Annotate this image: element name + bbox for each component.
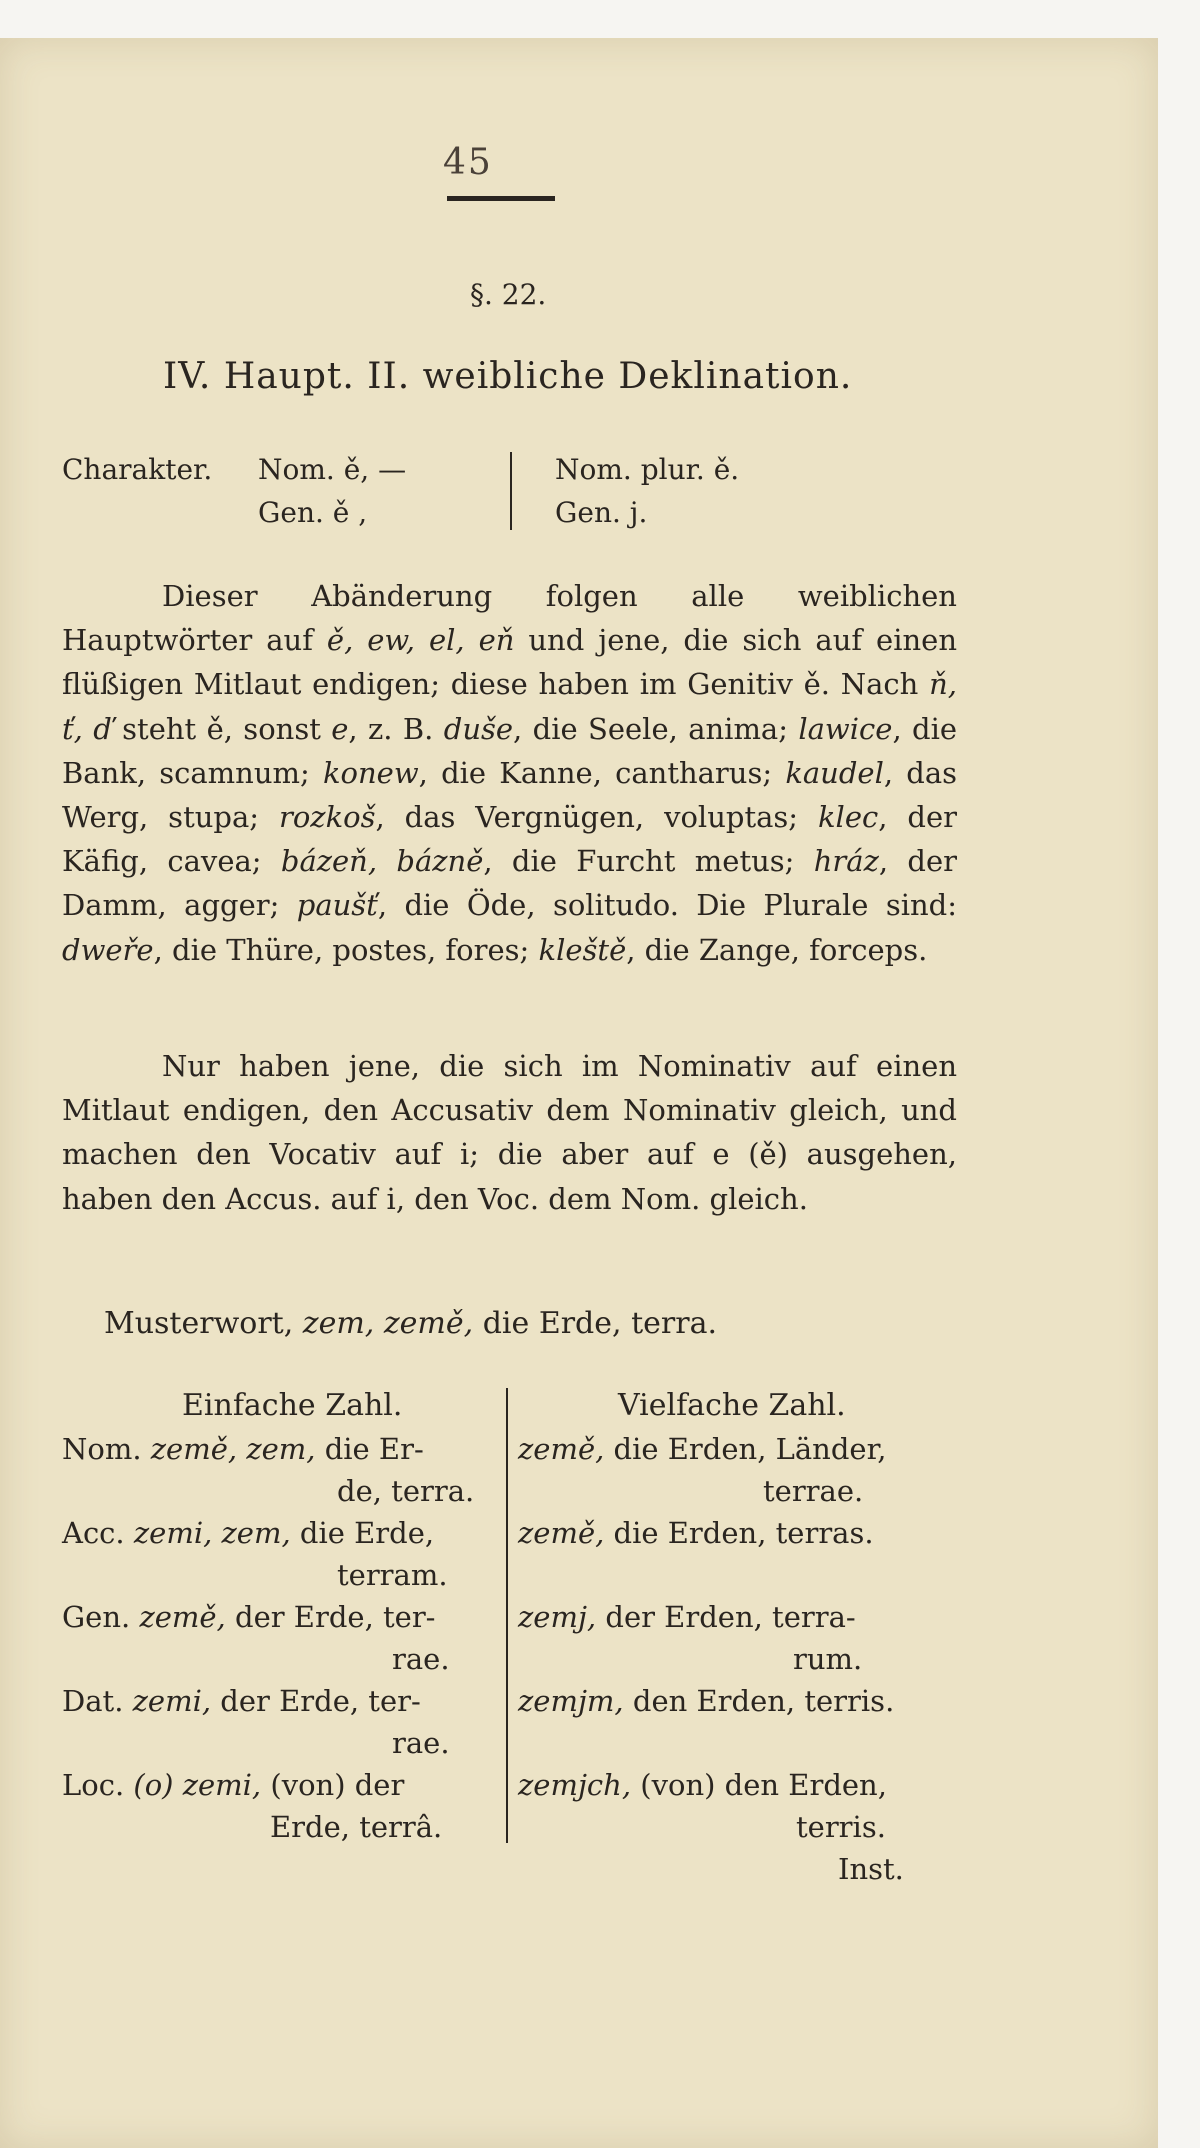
- page-number: 45: [443, 142, 493, 183]
- table-row-gen-plural: zemj, der Erden, terra- rum.: [518, 1600, 863, 1676]
- table-row-acc-plural: země, die Erden, terras.: [518, 1516, 874, 1550]
- paragraph-endings: Dieser Abänderung folgen alle weiblichen Hauptwörter auf ě, ew, el, eň und jene, die sich auf einen flüßigen Mitlaut endigen; diese haben im Genitiv ě. Nach ň, ť, ď steht ě, sonst e, z. B. duše, die Seele, anima; lawice, die Bank, scamnum; konew, die Kanne, cantharus; kaudel, das Werg, stupa; rozkoš, das Vergnügen, voluptas; klec, der Käfig, cavea; bázeň, bázně, die Furcht metus; hráz, der Damm, agger; paušť, die Öde, solitudo. Die Plurale sind: dweře, die Thüre, postes, fores; kleště, die Zange, forceps.: [62, 579, 958, 967]
- table-row-gen-singular: Gen. země, der Erde, ter- rae.: [62, 1600, 450, 1676]
- table-row-dat-singular: Dat. zemi, der Erde, ter- rae.: [62, 1684, 450, 1760]
- character-plural-gen: Gen. j.: [555, 496, 648, 529]
- table-row-nom-plural: země, die Erden, Länder, terrae.: [518, 1432, 887, 1508]
- chapter-heading: IV. Haupt. II. weibliche Deklination.: [163, 356, 853, 397]
- catchword: Inst.: [838, 1852, 904, 1886]
- singular-header: Einfache Zahl.: [182, 1388, 403, 1423]
- table-row-dat-plural: zemjm, den Erden, terris.: [518, 1684, 895, 1718]
- paragraph-accusative-rule: Nur haben jene, die sich im Nominativ auf einen Mitlaut endigen, den Accusativ dem Nominativ gleich, und machen den Vocativ auf i; die aber auf e (ě) ausgehen, haben den Accus. auf i, den Voc. dem Nom. gleich.: [62, 1049, 957, 1216]
- table-row-acc-singular: Acc. zemi, zem, die Erde, terram.: [62, 1516, 448, 1592]
- table-row-loc-singular: Loc. (o) zemi, (von) der Erde, terrâ.: [62, 1768, 443, 1844]
- character-singular-nom: Nom. ě, —: [258, 453, 407, 486]
- table-divider: [506, 1388, 508, 1843]
- plural-header: Vielfache Zahl.: [618, 1388, 846, 1423]
- character-label: Charakter.: [62, 453, 213, 486]
- table-row-nom-singular: Nom. země, zem, die Er- de, terra.: [62, 1432, 475, 1508]
- model-word-line: Musterwort, zem, země, die Erde, terra.: [104, 1306, 717, 1341]
- character-divider: [510, 452, 512, 530]
- character-plural-nom: Nom. plur. ě.: [555, 453, 740, 486]
- page-number-rule: [447, 196, 555, 201]
- section-number: §. 22.: [470, 278, 547, 311]
- character-singular-gen: Gen. ě ,: [258, 496, 368, 529]
- table-row-loc-plural: zemjch, (von) den Erden, terris.: [518, 1768, 887, 1844]
